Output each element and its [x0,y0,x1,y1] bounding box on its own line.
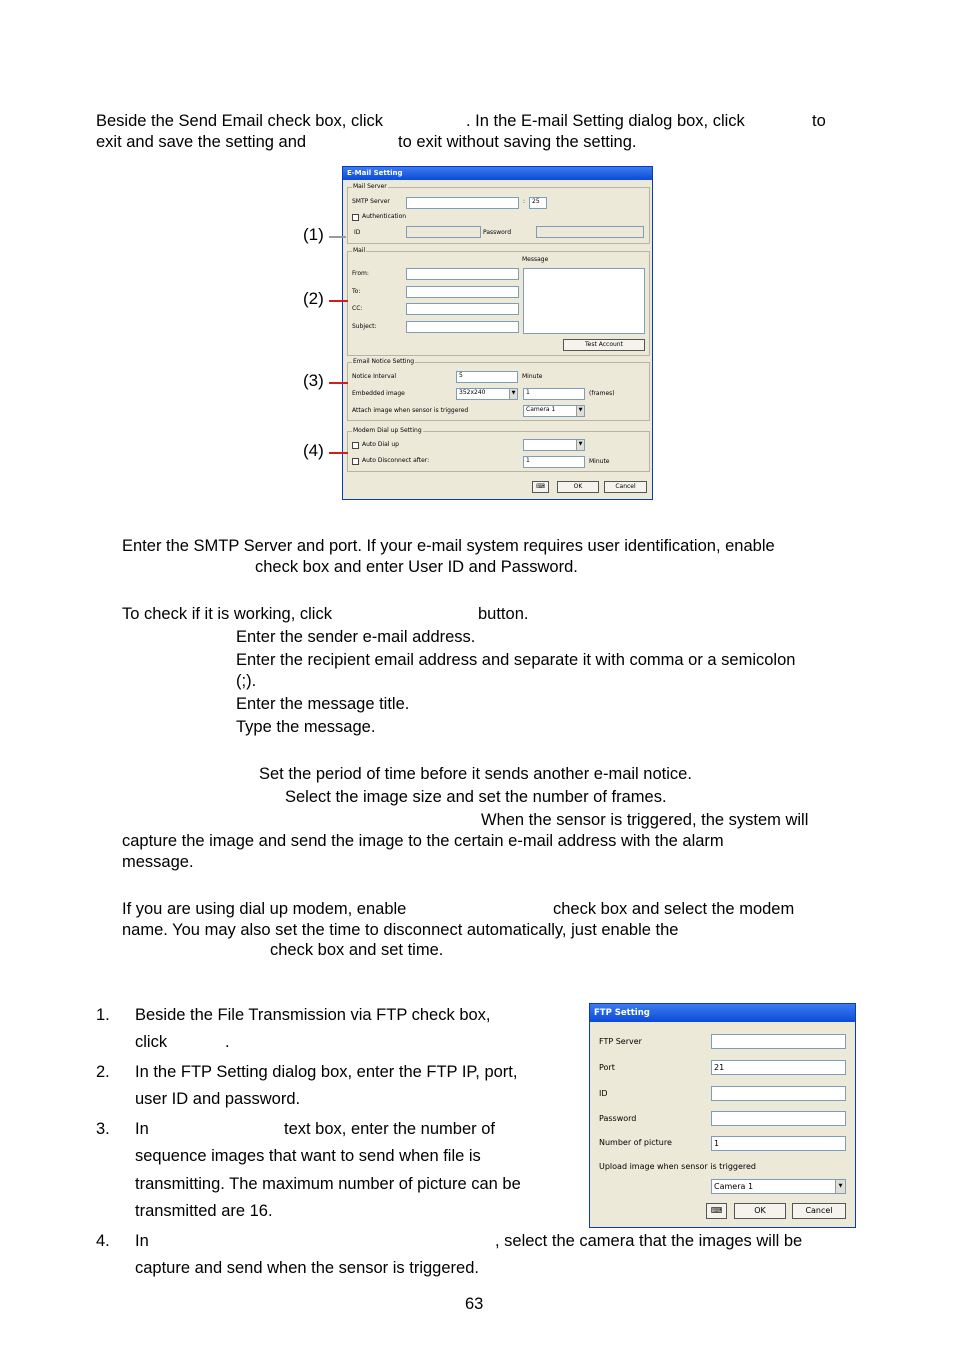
port-input[interactable]: 21 [711,1060,846,1075]
intro-text: exit and save the setting and [96,133,307,151]
modem-group [347,427,650,472]
step-number: 4. [96,1232,110,1250]
camera-select[interactable] [523,405,585,417]
camera-value: Camera 1 [526,406,556,413]
body-text: Select the image size and set the number of frames. [285,788,667,806]
step-text: Beside the File Transmission via FTP check box, [135,1006,491,1024]
callout-label: (4) [303,441,324,460]
callout-line [329,452,348,454]
ftp-server-label: FTP Server [599,1037,642,1046]
body-text: To check if it is working, click [122,605,332,623]
auto-disconnect-checkbox[interactable] [352,458,359,465]
port-separator: : [523,198,526,205]
step-text: click [135,1033,168,1051]
body-text: button. [478,605,529,623]
step-text: , select the camera that the images will be [495,1232,803,1250]
dialog-title: FTP Setting [590,1004,855,1022]
ok-button[interactable]: OK [734,1203,786,1219]
message-label: Message [522,256,549,263]
keyboard-icon[interactable]: ⌨ [706,1203,727,1219]
group-label: Mail Server [353,183,387,190]
body-text: Enter the message title. [236,695,410,713]
callout-label: (2) [303,289,324,308]
step-text: text box, enter the number of [284,1120,495,1138]
cancel-button[interactable]: Cancel [604,481,647,493]
step-text: . [225,1033,230,1051]
step-text: transmitting. The maximum number of picture can be [135,1175,521,1193]
group-label: Modem Dial up Setting [353,427,422,434]
page-number: 63 [465,1295,484,1313]
id-input[interactable] [711,1086,846,1101]
callout-line [329,300,348,302]
body-text: check box and select the modem [553,900,795,918]
body-text: check box and enter User ID and Password. [255,558,578,576]
authentication-checkbox[interactable] [352,214,359,221]
step-text: In the FTP Setting dialog box, enter the FTP IP, port, [135,1063,518,1081]
upload-image-label: Upload image when sensor is triggered [599,1162,757,1171]
password-label: Password [599,1114,637,1123]
disconnect-minutes-input[interactable]: 1 [523,456,585,468]
group-label: Email Notice Setting [353,358,415,365]
from-label: From: [352,270,369,277]
auto-dial-checkbox[interactable] [352,442,359,449]
chevron-down-icon: ▼ [576,440,584,450]
chevron-down-icon: ▼ [509,389,517,399]
port-label: Port [599,1063,615,1072]
callout-label: (1) [303,225,324,244]
chevron-down-icon: ▼ [835,1180,845,1193]
step-number: 1. [96,1006,110,1024]
step-text: capture and send when the sensor is triggered. [135,1259,479,1277]
ftp-server-input[interactable] [711,1034,846,1049]
body-text: check box and set time. [270,941,444,959]
id-label: ID [354,229,361,236]
email-setting-dialog [342,166,653,500]
body-text: (;). [236,672,257,690]
disconnect-unit: Minute [589,458,610,465]
body-text: name. You may also set the time to disconnect automatically, just enable the [122,921,679,939]
dialog-title: E-Mail Setting [343,167,652,180]
intro-text: to exit without saving the setting. [398,133,637,151]
ftp-setting-dialog [589,1003,856,1228]
smtp-port-input[interactable]: 25 [529,197,547,209]
body-text: Type the message. [236,718,376,736]
mail-server-group [347,183,650,244]
chevron-down-icon: ▼ [576,406,584,416]
cc-input[interactable] [406,303,519,315]
body-text: Enter the recipient email address and separate it with comma or a semicolon [236,651,796,669]
email-notice-group [347,358,650,421]
body-text: When the sensor is triggered, the system will [481,811,809,829]
step-text: sequence images that want to send when file is [135,1147,481,1165]
intro-text: . In the E-mail Setting dialog box, click [466,112,745,130]
body-text: Set the period of time before it sends another e-mail notice. [259,765,692,783]
notice-interval-input[interactable]: 5 [456,371,518,383]
id-label: ID [599,1089,608,1098]
smtp-server-input[interactable] [406,197,519,209]
test-account-button[interactable]: Test Account [563,339,645,351]
subject-label: Subject: [352,323,377,330]
number-of-picture-label: Number of picture [599,1138,672,1147]
step-text: In [135,1120,149,1138]
callout-label: (3) [303,371,324,390]
to-label: To: [352,288,361,295]
callout-line [329,382,348,384]
mail-group [347,247,650,356]
cancel-button[interactable]: Cancel [792,1203,846,1219]
step-number: 3. [96,1120,110,1138]
frames-input[interactable]: 1 [523,388,585,400]
intro-text: Beside the Send Email check box, click [96,112,384,130]
image-size-value: 352x240 [459,389,486,396]
step-number: 2. [96,1063,110,1081]
body-text: If you are using dial up modem, enable [122,900,407,918]
to-input[interactable] [406,286,519,298]
body-text: Enter the SMTP Server and port. If your e-mail system requires user identification, enable [122,537,775,555]
password-label: Password [483,229,512,236]
step-text: In [135,1232,149,1250]
body-text: capture the image and send the image to the certain e-mail address with the alarm [122,832,724,850]
from-input[interactable] [406,268,519,280]
attach-image-label: Attach image when sensor is triggered [352,407,469,414]
number-of-picture-input[interactable]: 1 [711,1136,846,1151]
step-text: user ID and password. [135,1090,301,1108]
intro-text: to [812,112,826,130]
password-input[interactable] [711,1111,846,1126]
modem-select[interactable] [523,439,585,451]
ok-button[interactable]: OK [557,481,599,493]
auto-disconnect-label: Auto Disconnect after: [362,457,430,464]
message-textarea[interactable] [523,268,645,334]
auto-dial-label: Auto Dial up [362,441,399,448]
id-input[interactable] [406,226,481,238]
notice-interval-label: Notice Interval [352,373,397,380]
callout-line [329,236,346,238]
keyboard-icon[interactable]: ⌨ [532,481,549,493]
group-label: Mail [353,247,366,254]
embedded-image-label: Embedded image [352,390,405,397]
frames-label: (frames) [589,390,615,397]
camera-value: Camera 1 [714,1182,754,1191]
minute-label: Minute [522,373,543,380]
password-input[interactable] [536,226,644,238]
camera-select[interactable] [711,1179,846,1194]
cc-label: CC: [352,305,363,312]
body-text: message. [122,853,194,871]
step-text: transmitted are 16. [135,1202,273,1220]
smtp-label: SMTP Server [352,198,390,205]
subject-input[interactable] [406,321,519,333]
authentication-label: Authentication [362,213,407,220]
image-size-select[interactable] [456,388,518,400]
body-text: Enter the sender e-mail address. [236,628,476,646]
